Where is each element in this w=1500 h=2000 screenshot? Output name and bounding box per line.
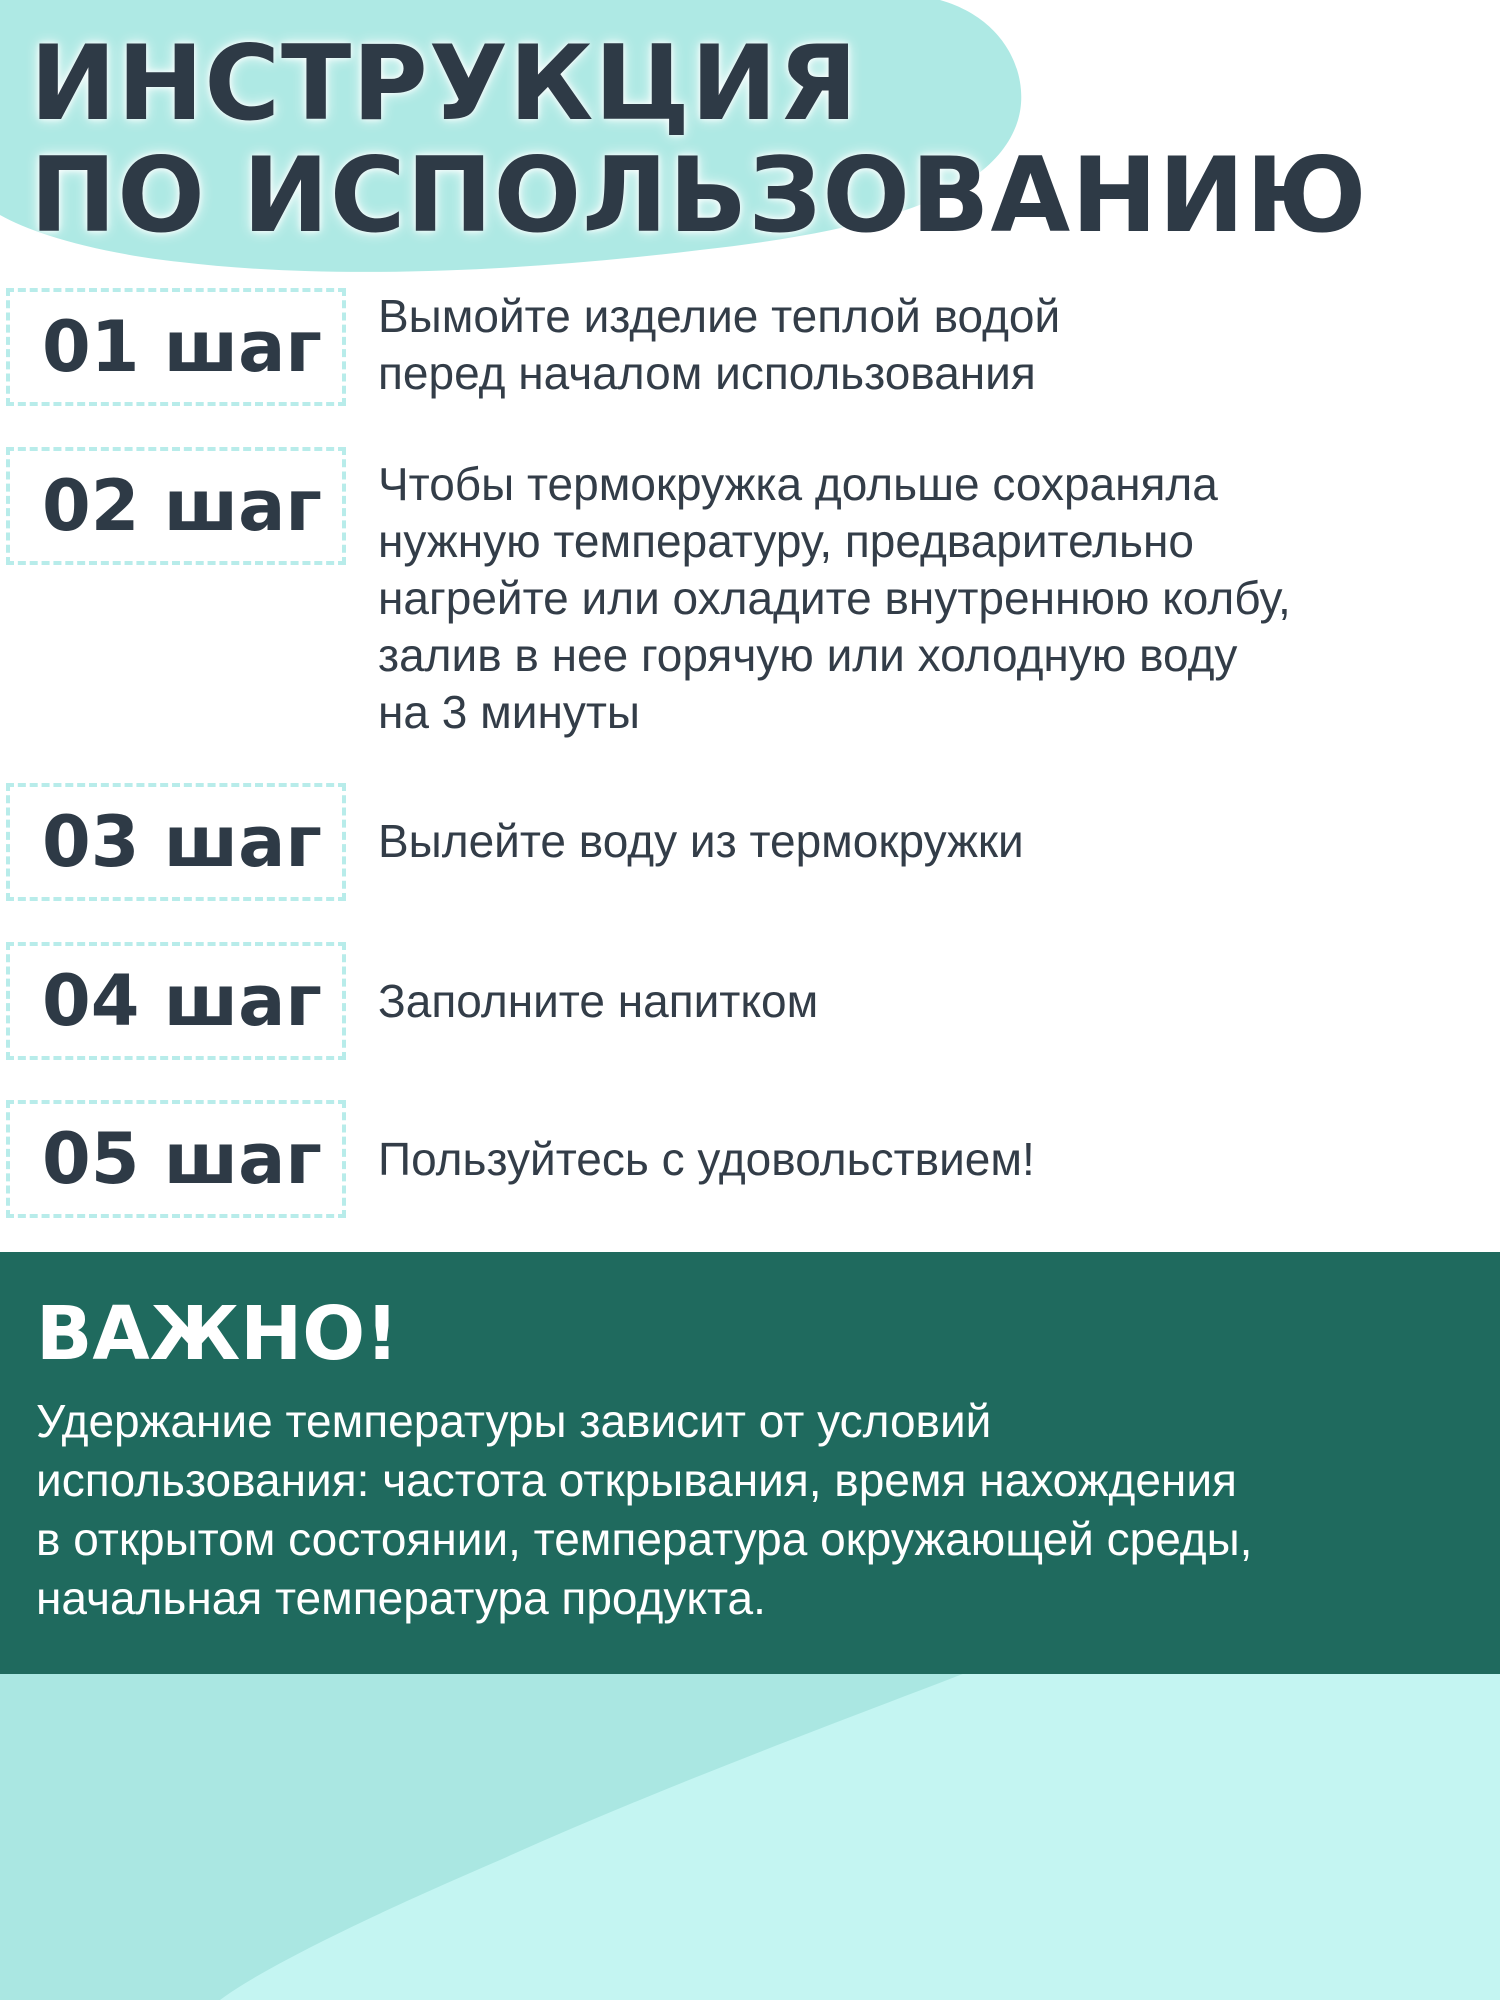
step-text-01 <box>378 288 1478 402</box>
step-text-line: залив в нее горячую или холодную воду <box>378 629 1238 681</box>
step-text-02 <box>378 456 1478 741</box>
step-text-line: Вылейте воду из термокружки <box>378 815 1024 867</box>
step-text-line: Чтобы термокружка дольше сохраняла <box>378 458 1218 510</box>
title-line-2: ПО ИСПОЛЬЗОВАНИЮ <box>30 136 1368 256</box>
step-label-04: 04 шаг <box>6 942 346 1060</box>
step-text-line: нагрейте или охладите внутреннюю колбу, <box>378 572 1291 624</box>
step-label-01: 01 шаг <box>6 288 346 406</box>
step-label-03: 03 шаг <box>6 783 346 901</box>
important-title: ВАЖНО! <box>36 1291 399 1377</box>
important-text-line: использования: частота открывания, время нахождения <box>36 1454 1237 1506</box>
step-text-line: нужную температуру, предварительно <box>378 515 1194 567</box>
step-text-line: Заполните напитком <box>378 975 819 1027</box>
important-text-line: Удержание температуры зависит от условий <box>36 1395 992 1447</box>
important-text-line: начальная температура продукта. <box>36 1572 766 1624</box>
step-text-03 <box>378 813 1478 870</box>
important-text-line: в открытом состоянии, температура окружающей среды, <box>36 1513 1253 1565</box>
important-panel <box>0 1252 1500 1674</box>
step-text-05 <box>378 1131 1478 1188</box>
title-line-1: ИНСТРУКЦИЯ <box>30 24 859 144</box>
page-title <box>30 24 1368 256</box>
step-text-line: Пользуйтесь с удовольствием! <box>378 1133 1035 1185</box>
step-text-line: на 3 минуты <box>378 686 640 738</box>
step-text-line: перед началом использования <box>378 347 1036 399</box>
step-text-line: Вымойте изделие теплой водой <box>378 290 1061 342</box>
important-text <box>36 1392 1476 1628</box>
step-label-02: 02 шаг <box>6 447 346 565</box>
step-text-04 <box>378 973 1478 1030</box>
step-label-05: 05 шаг <box>6 1100 346 1218</box>
